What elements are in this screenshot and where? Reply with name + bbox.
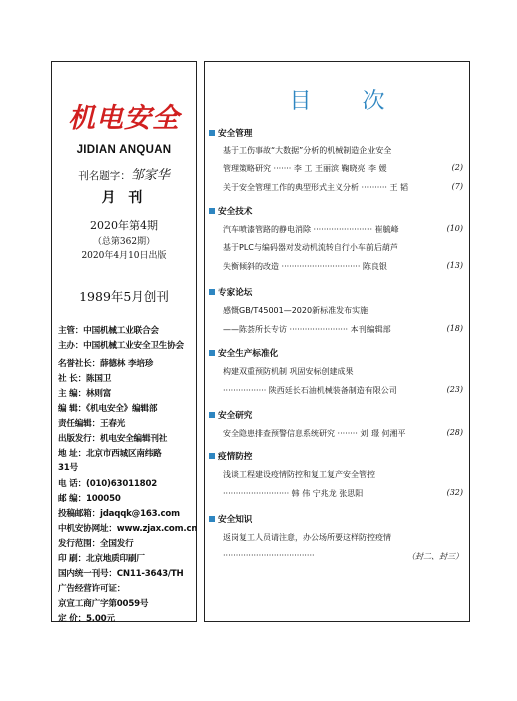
- credit-line: 中机安协网址：www.zjax.com.cn: [58, 524, 198, 534]
- toc-section: 专家论坛: [209, 286, 252, 298]
- toc-entry[interactable]: ················· 陕西廷长石油机械装备制造有限公司 (23): [223, 385, 463, 395]
- toc-entry[interactable]: 返岗复工人员请注意，办公场所要这样防控疫情: [223, 533, 391, 542]
- credit-line: 地 址：北京市西城区南纬路: [58, 449, 162, 459]
- toc-panel: [204, 61, 470, 622]
- toc-entry[interactable]: 关于安全管理工作的典型形式主义分析 ·········· 王 韬 (7): [223, 182, 463, 192]
- toc-section: 安全技术: [209, 205, 252, 217]
- founded-date: 1989年5月创刊: [79, 289, 169, 304]
- credit-line: 责任编辑：王春光: [58, 419, 126, 429]
- credit-line: 主办：中国机械工业安全卫生协会: [58, 341, 184, 351]
- credit-line: 主 编：林则富: [58, 389, 112, 399]
- toc-section: 安全管理: [209, 127, 252, 139]
- credit-line: 编 辑：《机电安全》编辑部: [58, 404, 158, 414]
- toc-entry[interactable]: ·························· 韩 伟 宁兆龙 张思阳 (32): [223, 488, 463, 498]
- credit-line: 邮 编：100050: [58, 494, 121, 504]
- square-bullet-icon: [209, 208, 215, 214]
- credit-line: 投稿邮箱：jdaqqk@163.com: [58, 509, 180, 519]
- credit-line: 国内统一刊号：CN11-3643/TH: [58, 569, 184, 579]
- inscription-name: 邹家华: [130, 168, 170, 183]
- toc-entry[interactable]: 汽车喷漆管路的静电消除 ······················· 崔毓峰 (10): [223, 224, 463, 234]
- inscription-label: 刊名题字：: [78, 170, 131, 182]
- credit-line: 出版发行：机电安全编辑刊社: [58, 434, 168, 444]
- square-bullet-icon: [209, 289, 215, 295]
- toc-entry[interactable]: 浅谈工程建设疫情防控和复工复产安全管控: [223, 470, 375, 479]
- toc-entry[interactable]: 安全隐患排查预警信息系统研究 ········ 刘 璟 何湘平 (28): [223, 428, 463, 438]
- toc-entry[interactable]: 基于工伤事故“大数据”分析的机械制造企业安全: [223, 146, 392, 155]
- toc-title: 目 次: [289, 89, 407, 114]
- frequency: 月 刊: [101, 190, 147, 206]
- square-bullet-icon: [209, 516, 215, 522]
- credit-line: 京宣工商广字第0059号: [58, 599, 149, 609]
- toc-entry[interactable]: 感慨GB/T45001—2020新标准发布实施: [223, 306, 369, 315]
- total-issue: （总第362期）: [92, 237, 156, 247]
- square-bullet-icon: [209, 412, 215, 418]
- cover-info-panel: [51, 61, 197, 622]
- credit-line: 定 价：5.00元: [58, 614, 115, 624]
- credit-line: 印 刷：北京地质印刷厂: [58, 554, 145, 564]
- credit-line: 电 话：(010)63011802: [58, 479, 158, 489]
- toc-entry[interactable]: 管理策略研究 ······· 李 工 王丽滨 鞠晓亮 李 媛 (2): [223, 163, 463, 173]
- square-bullet-icon: [209, 130, 215, 136]
- credit-line: 名誉社长：薛德林 李培珍: [58, 359, 154, 369]
- inscription: [52, 164, 196, 183]
- toc-entry[interactable]: 构建双重预防机制 巩固安标创建成果: [223, 367, 354, 376]
- publication-date: 2020年4月10日出版: [81, 251, 167, 261]
- credit-line: 31号: [58, 463, 78, 473]
- masthead-pinyin: JIDIAN ANQUAN: [76, 144, 172, 156]
- toc-entry[interactable]: 失衡倾斜的改造 ······························· 陈良银 (13): [223, 261, 463, 271]
- square-bullet-icon: [209, 453, 215, 459]
- square-bullet-icon: [209, 350, 215, 356]
- credit-line: 社 长：陈国卫: [58, 374, 112, 384]
- credit-line: 发行范围：全国发行: [58, 539, 134, 549]
- masthead-logo: 机电安全: [68, 103, 180, 134]
- credit-line: 主管：中国机械工业联合会: [58, 326, 159, 336]
- issue-number: 2020年第4期: [90, 219, 158, 232]
- credit-line: 广告经营许可证：: [58, 584, 126, 594]
- toc-section: 疫情防控: [209, 450, 252, 462]
- toc-entry[interactable]: ——陈荟所长专访 ······················· 本刊编辑部 (18): [223, 324, 463, 334]
- toc-section: 安全知识: [209, 513, 252, 525]
- toc-entry[interactable]: ···································· （封二、封三）: [223, 551, 463, 561]
- toc-section: 安全研究: [209, 409, 252, 421]
- toc-entry[interactable]: 基于PLC与编码器对发动机流转自行小车前后葫芦: [223, 243, 398, 252]
- toc-section: 安全生产标准化: [209, 347, 278, 359]
